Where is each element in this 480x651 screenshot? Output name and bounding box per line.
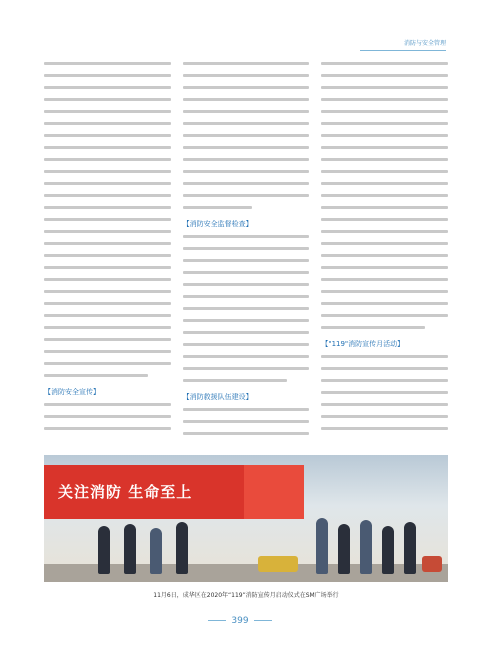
photo-person <box>176 522 188 574</box>
page-number: 399 <box>0 616 480 626</box>
text-block-middle-mid <box>183 235 310 382</box>
photo-person <box>150 528 162 574</box>
event-photo <box>44 455 448 582</box>
photo-equipment <box>422 556 442 572</box>
column-middle <box>183 62 310 447</box>
photo-equipment <box>258 556 298 572</box>
banner-text: 关注消防 生命至上 <box>58 483 193 501</box>
column-right <box>321 62 448 447</box>
photo-person <box>316 518 328 574</box>
text-block-right-bottom <box>321 355 448 430</box>
heading-publicity: 【消防安全宣传】 <box>44 388 100 396</box>
text-block-left-top <box>44 62 171 377</box>
photo-banner-right <box>244 465 304 519</box>
heading-team-building: 【消防救援队伍建设】 <box>182 393 253 401</box>
photo-person <box>404 522 416 574</box>
section-header: 消防与安全管理 <box>360 38 446 51</box>
photo-person <box>98 526 110 574</box>
text-block-middle-bottom <box>183 408 310 435</box>
text-block-left-bottom <box>44 403 171 430</box>
photo-person <box>338 524 350 574</box>
heading-supervision: 【消防安全监督检查】 <box>182 220 253 228</box>
body-columns <box>44 62 448 447</box>
photo-person <box>382 526 394 574</box>
text-block-right-top <box>321 62 448 329</box>
photo-person <box>360 520 372 574</box>
heading-119-month: 【"119"消防宣传月活动】 <box>321 340 405 348</box>
photo-banner <box>44 465 244 519</box>
photo-caption: 11月6日，成华区在2020年“119”消防宣传月启动仪式在SM广场举行 <box>153 592 339 599</box>
text-block-middle-top <box>183 62 310 209</box>
column-left <box>44 62 171 447</box>
photo-person <box>124 524 136 574</box>
